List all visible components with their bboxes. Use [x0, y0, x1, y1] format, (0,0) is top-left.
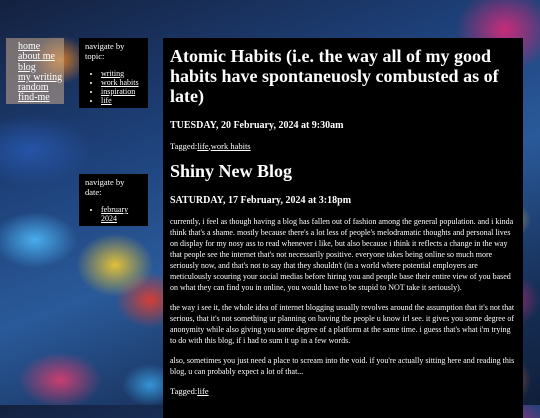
- tagged-label: Tagged:: [170, 386, 198, 396]
- tag-link-life[interactable]: life: [197, 141, 209, 151]
- nav-item-find-me: [18, 93, 64, 103]
- nav-link-my-writing[interactable]: my writing: [18, 71, 63, 83]
- topic-link-writing[interactable]: writing: [101, 69, 125, 78]
- post-tags: Tagged:life,work habits: [170, 141, 251, 151]
- dates-heading: navigate by date:: [85, 177, 125, 197]
- post-paragraph: the way i see it, the whole idea of internet blogging usually revolves around the assumption that it's not that serious, that it's not something ur planning on having the people u know irl see. it gives you some degree of anonymity while also giving you some degree of a platform at the same time. i guess that's what i'm trying to do with this blog, if i had to sum it up in a few words.: [170, 303, 515, 345]
- post-title: Shiny New Blog: [170, 161, 293, 181]
- post-atomic-habits: [170, 46, 516, 151]
- topics-panel: [79, 38, 148, 108]
- post-tags: [170, 386, 516, 396]
- topic-link-inspiration[interactable]: inspiration: [101, 87, 136, 96]
- nav-link-random[interactable]: random: [18, 82, 49, 94]
- topic-item: [101, 87, 140, 96]
- nav-link-find-me[interactable]: find-me: [18, 92, 50, 104]
- blog-content: [163, 38, 523, 418]
- post-date: TUESDAY, 20 February, 2024 at 9:30am: [170, 120, 344, 131]
- main-nav: [6, 38, 64, 104]
- topic-item: [101, 78, 140, 87]
- topic-item: [101, 69, 140, 78]
- post-date: SATURDAY, 17 February, 2024 at 3:18pm: [170, 195, 352, 206]
- topic-link-life[interactable]: life: [101, 96, 112, 105]
- dates-panel: [79, 174, 148, 226]
- post-paragraph: currently, i feel as though having a blog has fallen out of fashion among the general population. and i kinda think that's a shame. mostly because there's a lot less of people's melodramatic thoughts and personal lives on display for my nosy ass to read whenever i like, but also because i think it reflects a change in the way that people see the internet that's not necessarily positive. everyone takes being online so much more seriously now, and that's not to say that they shouldn't (in a world where potential employers are meticulously scouring your social medias before hiring you and people base their entire view of you based on what they can find you in online, you would have to be stupid to NOT take it seriously).: [170, 217, 514, 292]
- post-title: Atomic Habits (i.e. the way all of my good habits have spontaneuosly combusted as of late): [170, 46, 499, 106]
- tagged-label: Tagged:: [170, 141, 198, 151]
- nav-link-home[interactable]: home: [18, 41, 41, 52]
- topic-item: [101, 96, 140, 105]
- post-paragraph: also, sometimes you just need a place to scream into the void. if you're actually sitting here and reading this blog, u can probably expect a lot of that...: [170, 356, 515, 376]
- tag-link-life[interactable]: life: [197, 386, 209, 396]
- topic-link-work-habits[interactable]: work habits: [101, 78, 139, 87]
- nav-link-blog[interactable]: blog: [18, 61, 36, 73]
- nav-link-about-me[interactable]: about me: [18, 51, 55, 63]
- date-item: [101, 205, 140, 223]
- post-shiny-new-blog: [170, 161, 516, 396]
- topics-heading: navigate by topic:: [85, 41, 125, 61]
- tag-link-work-habits[interactable]: work habits: [210, 141, 251, 151]
- date-link-february-2024[interactable]: february 2024: [101, 205, 129, 223]
